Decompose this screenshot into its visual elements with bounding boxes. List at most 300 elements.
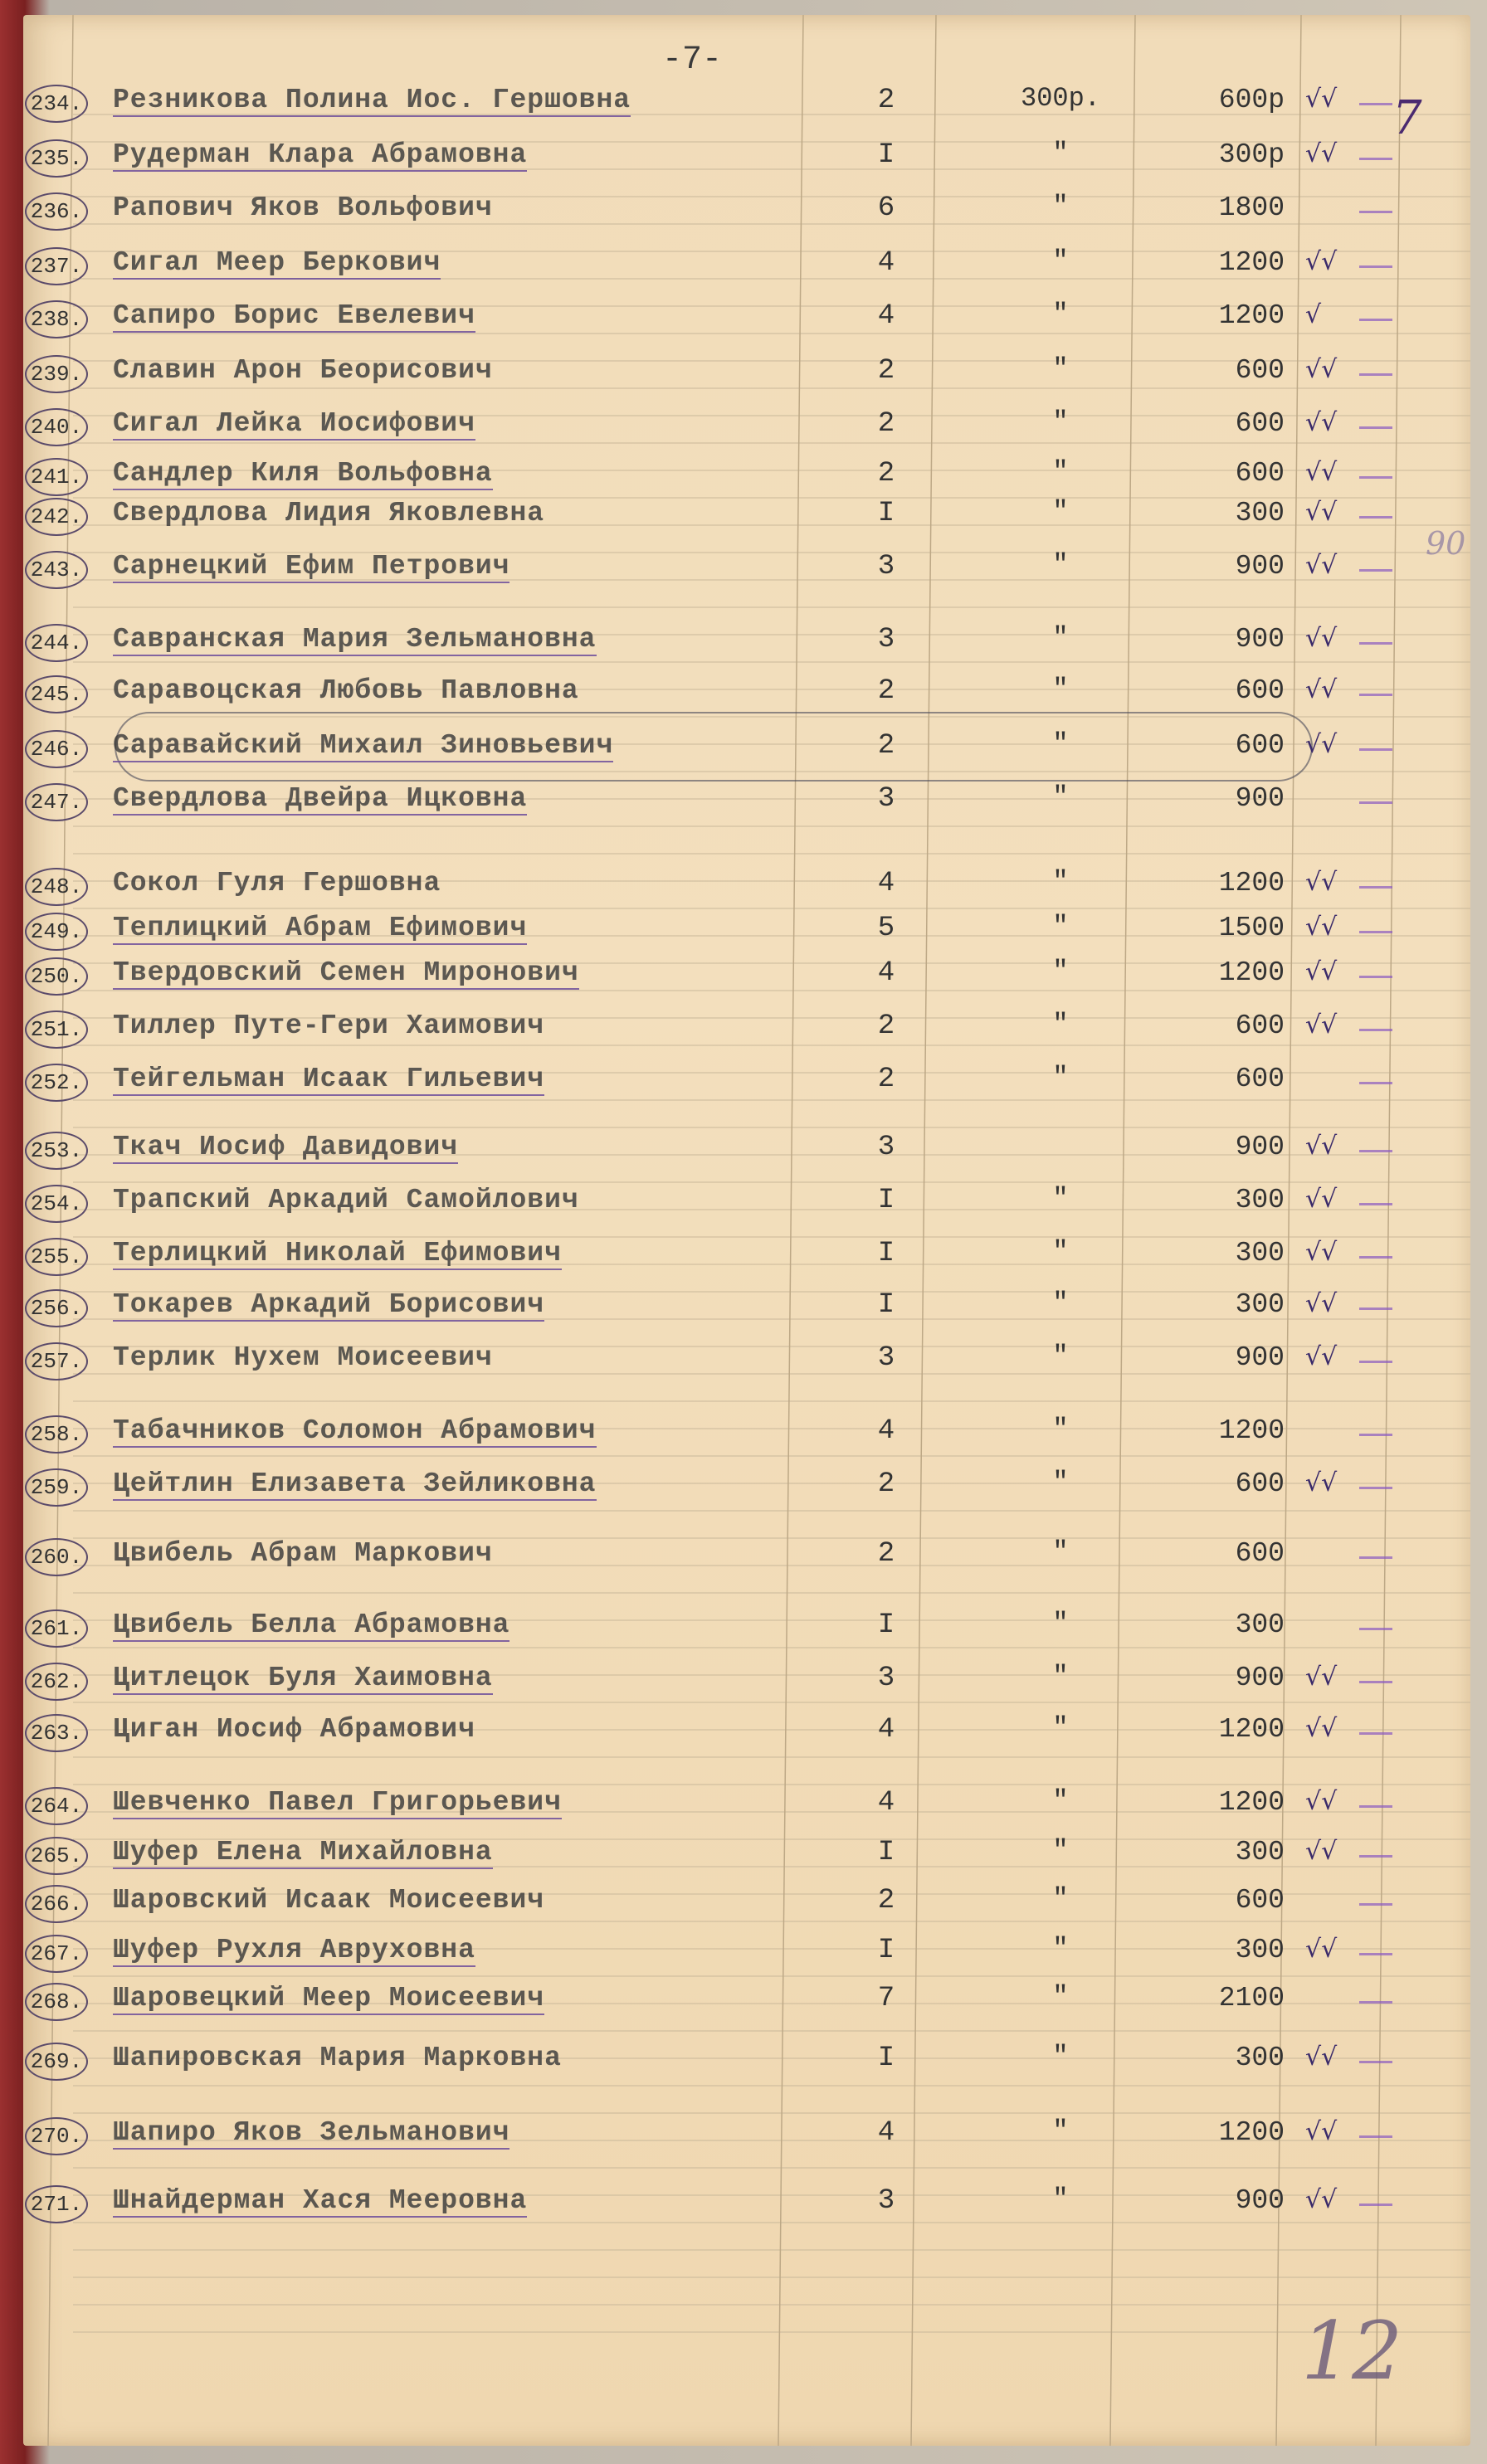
check-mark: √√ <box>1305 624 1338 653</box>
list-item <box>23 2039 1470 2081</box>
pencil-dash-mark <box>1359 2061 1392 2063</box>
entry-number: 268. <box>25 1983 88 2021</box>
rate-value: " <box>1052 674 1069 704</box>
amount-value: 600 <box>1235 1885 1285 1916</box>
person-name: Саравоцская Любовь Павловна <box>113 675 579 706</box>
list-item <box>23 2114 1470 2155</box>
family-count: 4 <box>877 2117 895 2149</box>
pencil-dash-mark <box>1359 2203 1392 2206</box>
person-name: Саравайский Михаил Зиновьевич <box>113 730 614 761</box>
pencil-dash-mark <box>1359 1361 1392 1363</box>
list-item <box>23 2182 1470 2223</box>
rate-value: " <box>1052 456 1069 487</box>
family-count: I <box>877 1935 895 1966</box>
amount-value: 1200 <box>1218 2117 1285 2148</box>
check-mark: √√ <box>1305 957 1338 986</box>
rate-value: " <box>1052 353 1069 384</box>
family-count: 2 <box>877 1885 895 1916</box>
family-count: 3 <box>877 624 895 655</box>
amount-value: 300р <box>1218 139 1285 170</box>
amount-value: 1800 <box>1218 192 1285 223</box>
rate-value: " <box>1052 866 1069 897</box>
check-mark: √√ <box>1305 2117 1338 2146</box>
family-count: 2 <box>877 1010 895 1042</box>
corner-handwritten-mark: 7 <box>1392 91 1422 145</box>
pencil-dash-mark <box>1359 1434 1392 1436</box>
rate-value: " <box>1052 1341 1069 1371</box>
rate-value: " <box>1052 2116 1069 2146</box>
pencil-dash-mark <box>1359 211 1392 213</box>
pencil-dash-mark <box>1359 976 1392 978</box>
rate-value: " <box>1052 1183 1069 1214</box>
list-item <box>23 1931 1470 1973</box>
rate-value: " <box>1052 1236 1069 1267</box>
person-name: Свердлова Двейра Ицковна <box>113 783 528 814</box>
family-count: 3 <box>877 783 895 815</box>
family-count: 3 <box>877 1132 895 1163</box>
entry-number: 237. <box>25 247 88 285</box>
list-item <box>23 672 1470 713</box>
amount-value: 900 <box>1235 624 1285 655</box>
check-mark: √√ <box>1305 1714 1338 1743</box>
amount-value: 900 <box>1235 1342 1285 1373</box>
bottom-handwritten-mark: 12 <box>1301 2305 1403 2398</box>
amount-value: 300 <box>1235 1238 1285 1269</box>
rate-value: " <box>1052 956 1069 986</box>
list-item <box>23 1465 1470 1507</box>
family-count: 3 <box>877 1342 895 1374</box>
entry-number: 244. <box>25 624 88 662</box>
list-item <box>23 81 1470 123</box>
amount-value: 600 <box>1235 675 1285 706</box>
pencil-dash-mark <box>1359 373 1392 376</box>
amount-value: 300 <box>1235 1935 1285 1965</box>
list-item <box>23 1659 1470 1701</box>
pencil-dash-mark <box>1359 103 1392 105</box>
list-item <box>23 1339 1470 1381</box>
family-count: 4 <box>877 868 895 899</box>
amount-value: 300 <box>1235 498 1285 528</box>
person-name: Шапировская Мария Марковна <box>113 2043 562 2073</box>
entry-number: 249. <box>25 913 88 951</box>
family-count: I <box>877 2043 895 2074</box>
check-mark: √√ <box>1305 1289 1338 1318</box>
rate-value: " <box>1052 549 1069 580</box>
person-name: Циган Иосиф Абрамович <box>113 1714 475 1745</box>
rate-value: " <box>1052 622 1069 653</box>
pencil-dash-mark <box>1359 1855 1392 1858</box>
entry-number: 243. <box>25 551 88 589</box>
person-name: Шапиро Яков Зельманович <box>113 2117 510 2148</box>
person-name: Сапиро Борис Евелевич <box>113 300 475 331</box>
family-count: 2 <box>877 1538 895 1570</box>
family-count: 2 <box>877 355 895 387</box>
amount-value: 600 <box>1235 730 1285 761</box>
document-sheet <box>23 15 1470 2446</box>
entry-number: 257. <box>25 1342 88 1381</box>
check-mark: √√ <box>1305 1837 1338 1866</box>
rate-value: " <box>1052 1608 1069 1639</box>
family-count: I <box>877 1185 895 1216</box>
check-mark: √√ <box>1305 730 1338 759</box>
rate-value: " <box>1052 246 1069 276</box>
pencil-dash-mark <box>1359 1628 1392 1630</box>
rate-value: " <box>1052 911 1069 942</box>
person-name: Шуфер Елена Михайловна <box>113 1837 493 1867</box>
amount-value: 300 <box>1235 1837 1285 1867</box>
pencil-dash-mark <box>1359 158 1392 160</box>
entry-number: 240. <box>25 408 88 446</box>
person-name: Резникова Полина Иос. Гершовна <box>113 85 631 115</box>
entry-number: 269. <box>25 2043 88 2081</box>
person-name: Тиллер Путе-Гери Хаимович <box>113 1010 545 1041</box>
check-mark: √√ <box>1305 1185 1338 1214</box>
rate-value: " <box>1052 1883 1069 1914</box>
entry-number: 261. <box>25 1609 88 1648</box>
pencil-dash-mark <box>1359 1150 1392 1152</box>
pencil-dash-mark <box>1359 1029 1392 1031</box>
entry-number: 256. <box>25 1289 88 1327</box>
person-name: Сандлер Киля Вольфовна <box>113 458 493 489</box>
rate-value: " <box>1052 1288 1069 1318</box>
check-mark: √√ <box>1305 1132 1338 1161</box>
rate-value: " <box>1052 1661 1069 1692</box>
rate-value: " <box>1052 1467 1069 1497</box>
entry-number: 255. <box>25 1238 88 1276</box>
amount-value: 600 <box>1235 458 1285 489</box>
family-count: 4 <box>877 1714 895 1746</box>
pencil-dash-mark <box>1359 1487 1392 1489</box>
list-item <box>23 548 1470 589</box>
pencil-dash-mark <box>1359 1256 1392 1259</box>
amount-value: 300 <box>1235 2043 1285 2073</box>
amount-value: 900 <box>1235 2185 1285 2216</box>
family-count: I <box>877 1289 895 1321</box>
person-name: Сарнецкий Ефим Петрович <box>113 551 510 582</box>
check-mark: √√ <box>1305 2185 1338 2214</box>
pencil-dash-mark <box>1359 2001 1392 2004</box>
family-count: I <box>877 1609 895 1641</box>
amount-value: 1200 <box>1218 1787 1285 1818</box>
list-item <box>23 1412 1470 1454</box>
pencil-dash-mark <box>1359 569 1392 572</box>
pencil-dash-mark <box>1359 265 1392 268</box>
entry-number: 270. <box>25 2117 88 2155</box>
rate-value: " <box>1052 138 1069 168</box>
amount-value: 900 <box>1235 551 1285 582</box>
entry-number: 234. <box>25 85 88 123</box>
amount-value: 1500 <box>1218 913 1285 943</box>
rate-value: " <box>1052 407 1069 437</box>
entry-number: 252. <box>25 1064 88 1102</box>
entry-number: 265. <box>25 1837 88 1875</box>
rate-value: " <box>1052 191 1069 222</box>
pencil-dash-mark <box>1359 694 1392 696</box>
pencil-dash-mark <box>1359 1681 1392 1683</box>
rate-value: 300р. <box>1020 83 1100 114</box>
list-item <box>23 727 1470 768</box>
rate-value: " <box>1052 1933 1069 1964</box>
rate-value: " <box>1052 1414 1069 1444</box>
person-name: Цейтлин Елизавета Зейликовна <box>113 1468 597 1499</box>
entry-number: 267. <box>25 1935 88 1973</box>
entry-number: 253. <box>25 1132 88 1170</box>
amount-value: 300 <box>1235 1185 1285 1215</box>
family-count: 3 <box>877 1663 895 1694</box>
pencil-dash-mark <box>1359 1903 1392 1906</box>
amount-value: 600 <box>1235 1010 1285 1041</box>
list-item <box>23 1606 1470 1648</box>
amount-value: 600 <box>1235 355 1285 386</box>
amount-value: 600 <box>1235 1064 1285 1094</box>
amount-value: 1200 <box>1218 957 1285 988</box>
list-item <box>23 1181 1470 1223</box>
family-count: 2 <box>877 1064 895 1095</box>
person-name: Сокол Гуля Гершовна <box>113 868 441 898</box>
rate-value: " <box>1052 1062 1069 1093</box>
check-mark: √√ <box>1305 1935 1338 1964</box>
person-name: Цвибель Белла Абрамовна <box>113 1609 510 1640</box>
page-number: -7- <box>662 41 723 79</box>
person-name: Рапович Яков Вольфович <box>113 192 493 223</box>
pencil-dash-mark <box>1359 1307 1392 1310</box>
person-name: Рудерман Клара Абрамовна <box>113 139 528 170</box>
entry-number: 251. <box>25 1010 88 1049</box>
family-count: 2 <box>877 675 895 707</box>
amount-value: 600 <box>1235 1538 1285 1569</box>
rate-value: " <box>1052 496 1069 527</box>
person-name: Свердлова Лидия Яковлевна <box>113 498 545 528</box>
entry-number: 263. <box>25 1714 88 1752</box>
pencil-dash-mark <box>1359 426 1392 429</box>
family-count: 2 <box>877 458 895 489</box>
check-mark: √√ <box>1305 1787 1338 1816</box>
check-mark: √√ <box>1305 2043 1338 2072</box>
check-mark: √√ <box>1305 408 1338 437</box>
check-mark: √ <box>1305 300 1322 329</box>
person-name: Ткач Иосиф Давидович <box>113 1132 459 1162</box>
rate-value: " <box>1052 1835 1069 1866</box>
pencil-dash-mark <box>1359 801 1392 804</box>
list-item <box>23 780 1470 821</box>
list-item <box>23 189 1470 231</box>
amount-value: 1200 <box>1218 868 1285 898</box>
person-name: Цитлецок Буля Хаимовна <box>113 1663 493 1693</box>
check-mark: √√ <box>1305 247 1338 276</box>
person-name: Шнайдерман Хася Мееровна <box>113 2185 528 2216</box>
amount-value: 2100 <box>1218 1983 1285 2014</box>
person-name: Твердовский Семен Миронович <box>113 957 579 988</box>
entry-number: 242. <box>25 498 88 536</box>
family-count: I <box>877 498 895 529</box>
list-item <box>23 1234 1470 1276</box>
person-name: Трапский Аркадий Самойлович <box>113 1185 579 1215</box>
entry-number: 262. <box>25 1663 88 1701</box>
list-item <box>23 1784 1470 1825</box>
rate-value: " <box>1052 1981 1069 2012</box>
rate-value: " <box>1052 1009 1069 1040</box>
check-mark: √√ <box>1305 85 1338 114</box>
family-count: 4 <box>877 1787 895 1819</box>
pencil-dash-mark <box>1359 319 1392 321</box>
amount-value: 600 <box>1235 1468 1285 1499</box>
family-count: 2 <box>877 408 895 440</box>
pencil-dash-mark <box>1359 1082 1392 1084</box>
list-item <box>23 1833 1470 1875</box>
family-count: 4 <box>877 300 895 332</box>
family-count: 2 <box>877 1468 895 1500</box>
pencil-dash-mark <box>1359 886 1392 889</box>
list-item <box>23 297 1470 338</box>
family-count: 4 <box>877 957 895 989</box>
person-name: Теплицкий Абрам Ефимович <box>113 913 528 943</box>
person-name: Терлик Нухем Моисеевич <box>113 1342 493 1373</box>
family-count: I <box>877 1238 895 1269</box>
pencil-dash-mark <box>1359 1805 1392 1808</box>
entry-number: 259. <box>25 1468 88 1507</box>
family-count: 6 <box>877 192 895 224</box>
entry-number: 258. <box>25 1415 88 1454</box>
amount-value: 1200 <box>1218 247 1285 278</box>
amount-value: 1200 <box>1218 300 1285 331</box>
list-item <box>23 494 1470 536</box>
list-item <box>23 1979 1470 2021</box>
list-item <box>23 954 1470 996</box>
pencil-dash-mark <box>1359 2135 1392 2138</box>
side-handwritten-note: 90 <box>1426 525 1466 562</box>
list-item <box>23 1711 1470 1752</box>
check-mark: √√ <box>1305 1010 1338 1040</box>
rate-value: " <box>1052 782 1069 812</box>
list-item <box>23 864 1470 906</box>
entry-number: 238. <box>25 300 88 338</box>
person-name: Сигал Лейка Иосифович <box>113 408 475 439</box>
family-count: 5 <box>877 913 895 944</box>
person-name: Тейгельман Исаак Гильевич <box>113 1064 545 1094</box>
family-count: 7 <box>877 1983 895 2014</box>
person-name: Цвибель Абрам Маркович <box>113 1538 493 1569</box>
person-name: Шаровецкий Меер Моисеевич <box>113 1983 545 2014</box>
check-mark: √√ <box>1305 913 1338 942</box>
check-mark: √√ <box>1305 1663 1338 1692</box>
family-count: I <box>877 139 895 171</box>
person-name: Шуфер Рухля Авруховна <box>113 1935 475 1965</box>
pencil-dash-mark <box>1359 748 1392 751</box>
amount-value: 300 <box>1235 1609 1285 1640</box>
check-mark: √√ <box>1305 498 1338 527</box>
amount-value: 900 <box>1235 1663 1285 1693</box>
person-name: Токарев Аркадий Борисович <box>113 1289 545 1320</box>
check-mark: √√ <box>1305 675 1338 704</box>
amount-value: 600р <box>1218 85 1285 115</box>
family-count: 2 <box>877 85 895 116</box>
pencil-dash-mark <box>1359 476 1392 479</box>
person-name: Табачников Соломон Абрамович <box>113 1415 597 1446</box>
entry-number: 250. <box>25 957 88 996</box>
rate-value: " <box>1052 2041 1069 2072</box>
family-count: 4 <box>877 1415 895 1447</box>
person-name: Савранская Мария Зельмановна <box>113 624 597 655</box>
list-item <box>23 909 1470 951</box>
family-count: 4 <box>877 247 895 279</box>
check-mark: √√ <box>1305 868 1338 897</box>
list-item <box>23 1128 1470 1170</box>
list-item <box>23 1535 1470 1576</box>
person-name: Шевченко Павел Григорьевич <box>113 1787 562 1818</box>
amount-value: 1200 <box>1218 1714 1285 1745</box>
list-item <box>23 1882 1470 1923</box>
check-mark: √√ <box>1305 458 1338 487</box>
list-item <box>23 352 1470 393</box>
pencil-dash-mark <box>1359 1203 1392 1205</box>
check-mark: √√ <box>1305 551 1338 580</box>
amount-value: 900 <box>1235 783 1285 814</box>
check-mark: √√ <box>1305 1468 1338 1497</box>
list-item <box>23 136 1470 178</box>
entry-number: 245. <box>25 675 88 713</box>
amount-value: 600 <box>1235 408 1285 439</box>
list-item <box>23 455 1470 496</box>
amount-value: 900 <box>1235 1132 1285 1162</box>
rate-value: " <box>1052 1785 1069 1816</box>
entry-number: 271. <box>25 2185 88 2223</box>
pencil-dash-mark <box>1359 1732 1392 1735</box>
entry-number: 241. <box>25 458 88 496</box>
person-name: Шаровский Исаак Моисеевич <box>113 1885 545 1916</box>
list-item <box>23 405 1470 446</box>
entry-number: 264. <box>25 1787 88 1825</box>
amount-value: 1200 <box>1218 1415 1285 1446</box>
amount-value: 300 <box>1235 1289 1285 1320</box>
rate-value: " <box>1052 728 1069 759</box>
entry-number: 247. <box>25 783 88 821</box>
check-mark: √√ <box>1305 139 1338 168</box>
pencil-dash-mark <box>1359 516 1392 519</box>
rate-value: " <box>1052 1536 1069 1567</box>
family-count: 2 <box>877 730 895 762</box>
list-item <box>23 1060 1470 1102</box>
entry-number: 260. <box>25 1538 88 1576</box>
pencil-dash-mark <box>1359 931 1392 933</box>
entry-number: 235. <box>25 139 88 178</box>
pencil-dash-mark <box>1359 642 1392 645</box>
check-mark: √√ <box>1305 355 1338 384</box>
entry-number: 266. <box>25 1885 88 1923</box>
rate-value: " <box>1052 2184 1069 2214</box>
entry-number: 239. <box>25 355 88 393</box>
check-mark: √√ <box>1305 1238 1338 1267</box>
family-count: 3 <box>877 2185 895 2217</box>
entry-number: 248. <box>25 868 88 906</box>
list-item <box>23 1007 1470 1049</box>
entry-number: 254. <box>25 1185 88 1223</box>
rate-value: " <box>1052 299 1069 329</box>
list-item <box>23 621 1470 662</box>
list-item <box>23 244 1470 285</box>
family-count: I <box>877 1837 895 1868</box>
person-name: Терлицкий Николай Ефимович <box>113 1238 562 1269</box>
list-item <box>23 1286 1470 1327</box>
pencil-dash-mark <box>1359 1556 1392 1559</box>
entry-number: 236. <box>25 192 88 231</box>
pencil-dash-mark <box>1359 1953 1392 1955</box>
entry-number: 246. <box>25 730 88 768</box>
check-mark: √√ <box>1305 1342 1338 1371</box>
person-name: Славин Арон Беорисович <box>113 355 493 386</box>
family-count: 3 <box>877 551 895 582</box>
person-name: Сигал Меер Беркович <box>113 247 441 278</box>
rate-value: " <box>1052 1712 1069 1743</box>
